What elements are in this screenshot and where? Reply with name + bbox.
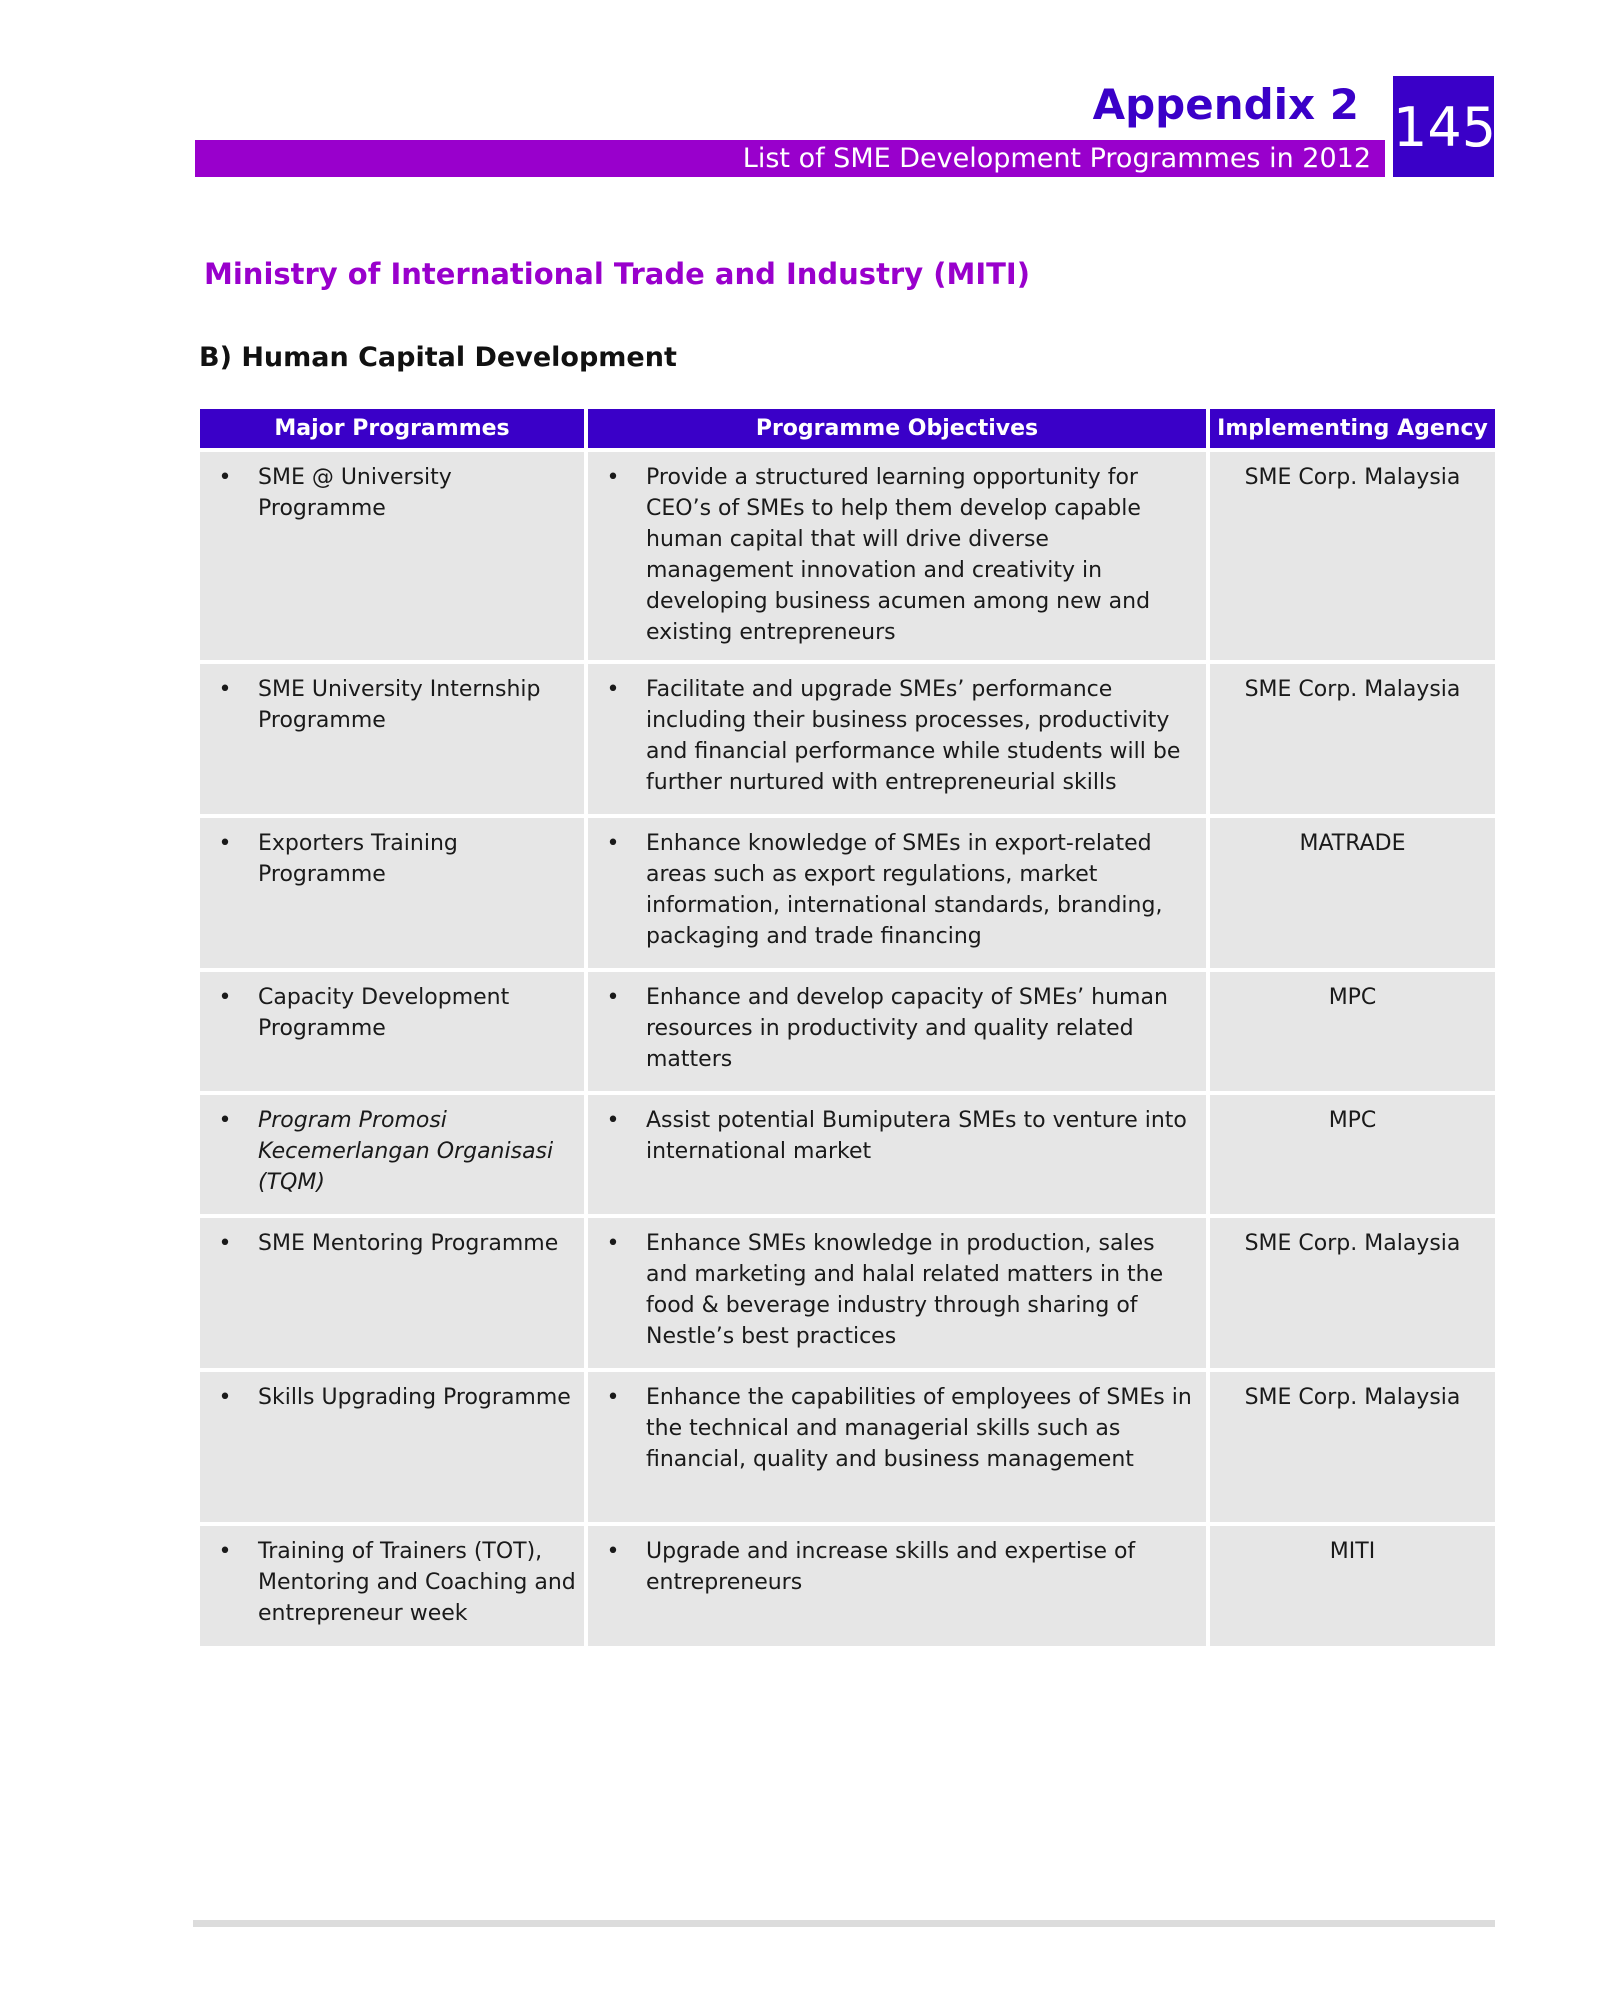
objective-cell bbox=[588, 972, 1206, 1091]
objective-cell bbox=[588, 452, 1206, 660]
agency-cell bbox=[1210, 972, 1495, 1091]
bullet: • bbox=[218, 1385, 232, 1410]
agency-cell bbox=[1210, 1372, 1495, 1522]
agency-cell bbox=[1210, 664, 1495, 814]
programme-cell bbox=[200, 1095, 584, 1214]
programme-cell bbox=[200, 1526, 584, 1646]
programme-cell bbox=[200, 452, 584, 660]
implementing-agency: MITI bbox=[1329, 1539, 1376, 1564]
bullet: • bbox=[606, 1108, 620, 1133]
objective-cell bbox=[588, 1526, 1206, 1646]
programme-objective: Enhance SMEs knowledge in production, sales and marketing and halal related matters in the food & beverage industry through sharing of Nestle’s best practices bbox=[646, 1231, 1164, 1349]
agency-cell bbox=[1210, 1095, 1495, 1214]
programme-objective: Upgrade and increase skills and expertise of entrepreneurs bbox=[646, 1539, 1136, 1595]
column-header-programmes: Major Programmes bbox=[200, 409, 584, 448]
bullet: • bbox=[218, 1231, 232, 1256]
implementing-agency: SME Corp. Malaysia bbox=[1244, 677, 1461, 702]
programme-objective: Enhance knowledge of SMEs in export-related areas such as export regulations, market information, international standards, branding, packaging and trade financing bbox=[646, 831, 1163, 949]
section-title: B) Human Capital Development bbox=[199, 342, 677, 373]
programme-cell bbox=[200, 1372, 584, 1522]
agency-cell bbox=[1210, 818, 1495, 968]
page-number-box bbox=[1393, 76, 1497, 177]
programmes-table bbox=[196, 405, 1499, 1650]
table-row bbox=[200, 1218, 1495, 1368]
column-header-agency: Implementing Agency bbox=[1210, 409, 1495, 448]
table-row bbox=[200, 1526, 1495, 1646]
programme-cell bbox=[200, 818, 584, 968]
bullet: • bbox=[606, 1385, 620, 1410]
programme-name: SME University Internship Programme bbox=[258, 677, 541, 733]
programme-name: Exporters Training Programme bbox=[258, 831, 458, 887]
objective-cell bbox=[588, 1372, 1206, 1522]
implementing-agency: SME Corp. Malaysia bbox=[1244, 1385, 1461, 1410]
programme-name: Skills Upgrading Programme bbox=[258, 1385, 571, 1410]
agency-cell bbox=[1210, 1218, 1495, 1368]
bullet: • bbox=[218, 677, 232, 702]
programme-name: Program Promosi Kecemerlangan Organisasi (TQM) bbox=[258, 1108, 554, 1195]
agency-cell bbox=[1210, 452, 1495, 660]
bullet: • bbox=[218, 831, 232, 856]
programme-objective: Assist potential Bumiputera SMEs to venture into international market bbox=[646, 1108, 1187, 1164]
bullet: • bbox=[606, 677, 620, 702]
objective-cell bbox=[588, 818, 1206, 968]
implementing-agency: SME Corp. Malaysia bbox=[1244, 1231, 1461, 1256]
table-row bbox=[200, 1372, 1495, 1522]
implementing-agency: MPC bbox=[1328, 1108, 1377, 1133]
programme-objective: Provide a structured learning opportunity for CEO’s of SMEs to help them develop capable human capital that will drive diverse management innovation and creativity in developing business acumen among new and existing entrepreneurs bbox=[646, 465, 1151, 645]
appendix-title: Appendix 2 bbox=[1092, 80, 1359, 129]
programme-objective: Enhance the capabilities of employees of SMEs in the technical and managerial skills such as financial, quality and business management bbox=[646, 1385, 1192, 1472]
bullet: • bbox=[606, 1231, 620, 1256]
bullet: • bbox=[218, 985, 232, 1010]
bullet: • bbox=[606, 985, 620, 1010]
programme-objective: Enhance and develop capacity of SMEs’ human resources in productivity and quality related matters bbox=[646, 985, 1168, 1072]
implementing-agency: MPC bbox=[1328, 985, 1377, 1010]
footer-divider bbox=[193, 1920, 1495, 1927]
table-row bbox=[200, 664, 1495, 814]
bullet: • bbox=[218, 1108, 232, 1133]
subtitle-bar bbox=[195, 140, 1385, 177]
programme-cell bbox=[200, 664, 584, 814]
column-header-objectives: Programme Objectives bbox=[588, 409, 1206, 448]
table-row bbox=[200, 818, 1495, 968]
bullet: • bbox=[606, 465, 620, 490]
page-number: 145 bbox=[1393, 96, 1497, 159]
programme-objective: Facilitate and upgrade SMEs’ performance including their business processes, productivity and financial performance while students will be further nurtured with entrepreneurial skills bbox=[646, 677, 1181, 795]
ministry-title: Ministry of International Trade and Industry (MITI) bbox=[204, 257, 1030, 291]
implementing-agency: MATRADE bbox=[1299, 831, 1406, 856]
objective-cell bbox=[588, 664, 1206, 814]
objective-cell bbox=[588, 1218, 1206, 1368]
table-row bbox=[200, 1095, 1495, 1214]
table-row bbox=[200, 972, 1495, 1091]
bullet: • bbox=[218, 465, 232, 490]
programme-cell bbox=[200, 972, 584, 1091]
bullet: • bbox=[606, 1539, 620, 1564]
table-row bbox=[200, 452, 1495, 660]
bullet: • bbox=[606, 831, 620, 856]
programme-name: Capacity Development Programme bbox=[258, 985, 510, 1041]
table-header-row bbox=[200, 409, 1495, 448]
programme-name: Training of Trainers (TOT), Mentoring and Coaching and entrepreneur week bbox=[258, 1539, 576, 1626]
agency-cell bbox=[1210, 1526, 1495, 1646]
objective-cell bbox=[588, 1095, 1206, 1214]
implementing-agency: SME Corp. Malaysia bbox=[1244, 465, 1461, 490]
programme-name: SME @ University Programme bbox=[258, 465, 452, 521]
subtitle-text: List of SME Development Programmes in 2012 bbox=[742, 143, 1371, 174]
programme-name: SME Mentoring Programme bbox=[258, 1231, 559, 1256]
bullet: • bbox=[218, 1539, 232, 1564]
programme-cell bbox=[200, 1218, 584, 1368]
